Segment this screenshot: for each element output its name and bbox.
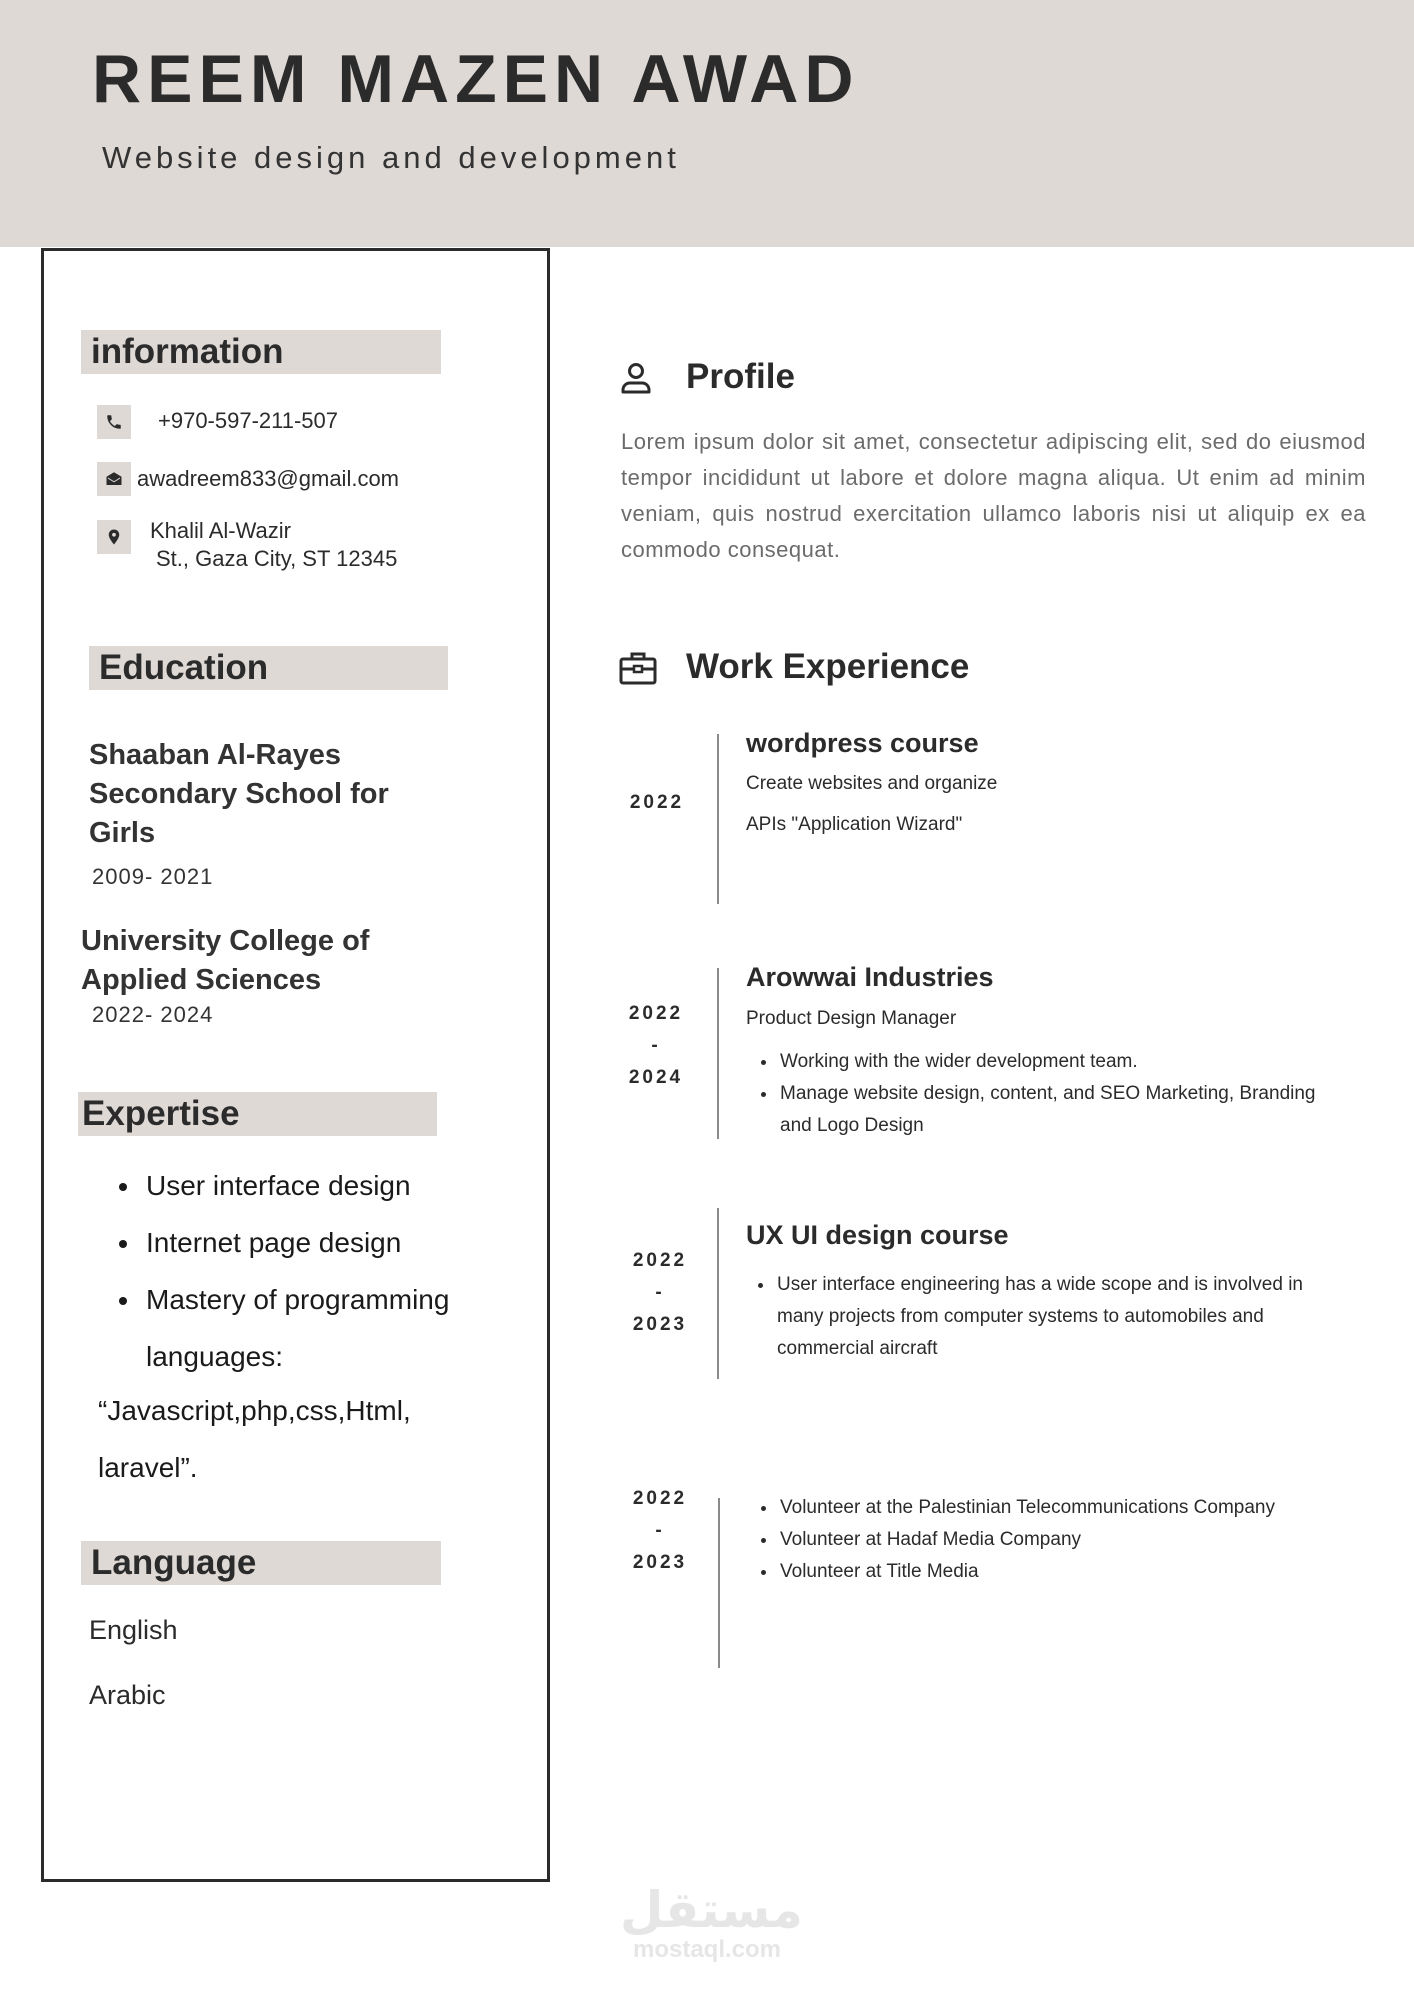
watermark-arabic: مستقل bbox=[620, 1882, 803, 1938]
list-item: • Manage website design, content, and SEO Marketing, Branding and Logo Design bbox=[778, 1078, 1338, 1142]
entry-2-years bbox=[621, 998, 691, 1094]
location-pin-icon bbox=[97, 520, 131, 554]
timeline-bar bbox=[718, 1498, 720, 1668]
email-address: awadreem833@gmail.com bbox=[137, 466, 400, 491]
list-item: • Volunteer at the Palestinian Telecommunications Company bbox=[778, 1492, 1338, 1524]
entry-1-title: wordpress course bbox=[746, 728, 979, 758]
entry-3-title: UX UI design course bbox=[746, 1220, 1009, 1250]
year-separator: - bbox=[655, 1282, 665, 1303]
education-heading: Education bbox=[89, 646, 448, 690]
header-band bbox=[0, 0, 1414, 247]
list-item bbox=[142, 1271, 542, 1385]
watermark-latin: mostaql.com bbox=[632, 1936, 782, 1963]
language-english: English bbox=[89, 1615, 178, 1645]
address-line-2: St., Gaza City, ST 12345 bbox=[156, 546, 398, 571]
year-separator: - bbox=[651, 1035, 661, 1056]
entry-2-subtitle: Product Design Manager bbox=[746, 1008, 957, 1029]
phone-number: +970-597-211-507 bbox=[158, 408, 339, 433]
entry-4-bullets bbox=[748, 1492, 1338, 1588]
expertise-list bbox=[100, 1157, 542, 1385]
profile-heading: Profile bbox=[686, 357, 795, 396]
entry-4-years bbox=[625, 1483, 695, 1579]
profile-text: Lorem ipsum dolor sit amet, consectetur adipiscing elit, sed do eiusmod tempor incididunt ut labore et dolore magna aliqua. Ut enim ad minim veniam, quis nostrud exercitation ullamco laboris nisi ut aliquip ex ea commodo consequat. bbox=[621, 429, 1366, 562]
year-end: 2023 bbox=[632, 1314, 688, 1335]
language-heading: Language bbox=[81, 1541, 441, 1585]
timeline-bar bbox=[717, 1208, 719, 1379]
list-item: • Volunteer at Hadaf Media Company bbox=[778, 1524, 1338, 1556]
year-separator: - bbox=[655, 1520, 665, 1541]
education-school-title: Shaaban Al-Rayes Secondary School for Girls bbox=[89, 739, 389, 849]
list-item: • User interface design bbox=[142, 1157, 542, 1214]
phone-icon bbox=[97, 405, 131, 439]
year-start: 2022 bbox=[632, 1250, 688, 1271]
education-college-years: 2022- 2024 bbox=[92, 1002, 214, 1027]
work-experience-heading: Work Experience bbox=[686, 647, 970, 686]
user-icon bbox=[617, 359, 655, 397]
year-start: 2022 bbox=[628, 1003, 684, 1024]
mail-icon bbox=[97, 462, 131, 496]
person-name: REEM MAZEN AWAD bbox=[92, 41, 860, 117]
language-arabic: Arabic bbox=[89, 1680, 166, 1710]
expertise-note-line-2: laravel”. bbox=[98, 1452, 198, 1483]
information-heading: information bbox=[81, 330, 441, 374]
address-line-1: Khalil Al-Wazir bbox=[150, 518, 291, 543]
timeline-bar bbox=[717, 968, 719, 1139]
briefcase-icon bbox=[619, 649, 657, 687]
year-end: 2024 bbox=[628, 1067, 684, 1088]
timeline-bar bbox=[717, 734, 719, 904]
list-item: • Internet page design bbox=[142, 1214, 542, 1271]
education-school-years: 2009- 2021 bbox=[92, 864, 214, 889]
expertise-item-text: Mastery of programming languages: bbox=[146, 1284, 450, 1372]
entry-1-year bbox=[622, 787, 692, 819]
job-role: Website design and development bbox=[102, 140, 680, 175]
entry-1-line-1: Create websites and organize bbox=[746, 773, 998, 794]
entry-3-bullets bbox=[745, 1269, 1335, 1365]
list-item: • Volunteer at Title Media bbox=[778, 1556, 1338, 1588]
year-start: 2022 bbox=[632, 1488, 688, 1509]
expertise-note-line-1: “Javascript,php,css,Html, bbox=[98, 1395, 411, 1426]
list-item: • User interface engineering has a wide scope and is involved in many projects from computer systems to automobiles and commercial aircraft bbox=[775, 1269, 1335, 1365]
year-end: 2023 bbox=[632, 1552, 688, 1573]
entry-3-years bbox=[625, 1245, 695, 1341]
expertise-heading: Expertise bbox=[78, 1092, 437, 1136]
education-college-title: University College of Applied Sciences bbox=[81, 925, 370, 996]
entry-2-title: Arowwai Industries bbox=[746, 962, 994, 992]
year-start: 2022 bbox=[629, 792, 685, 813]
entry-2-bullets bbox=[748, 1046, 1338, 1142]
entry-1-line-2: APIs "Application Wizard" bbox=[746, 814, 963, 835]
list-item: • Working with the wider development team. bbox=[778, 1046, 1338, 1078]
